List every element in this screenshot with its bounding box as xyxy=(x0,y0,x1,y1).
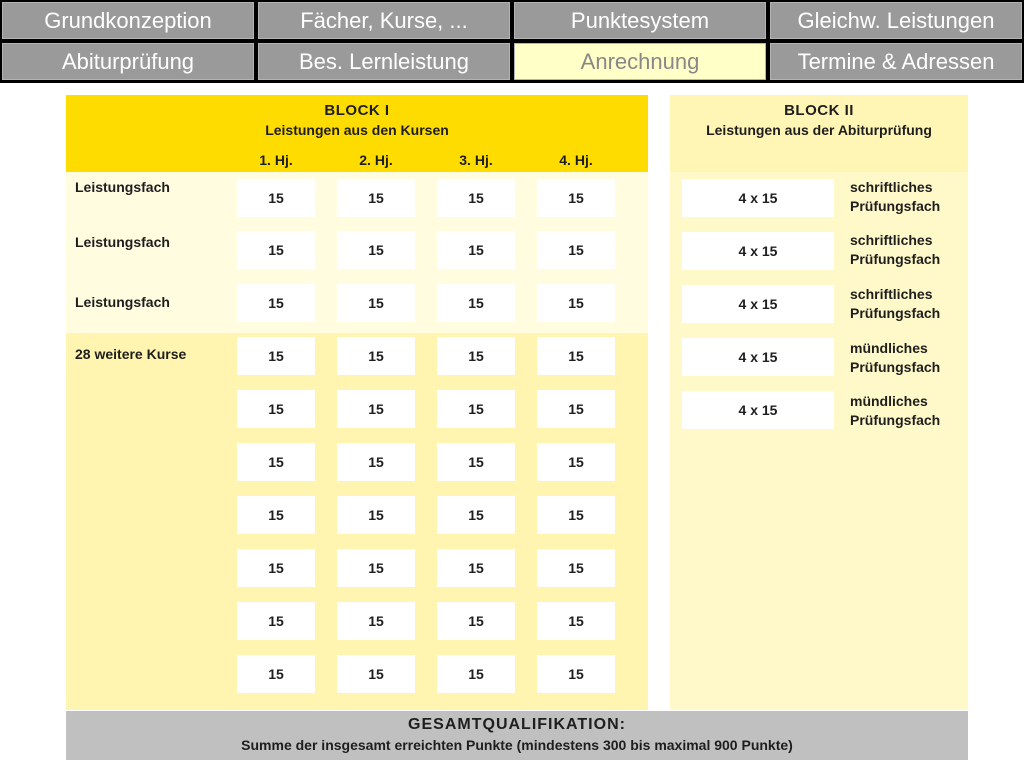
score-cell: 15 xyxy=(437,231,515,269)
score-cell: 15 xyxy=(537,284,615,322)
halfyear-3-header: 3. Hj. xyxy=(459,152,493,168)
score-cell: 15 xyxy=(237,337,315,375)
exam-subject-label: mündliches Prüfungsfach xyxy=(850,393,941,428)
score-cell: 15 xyxy=(437,337,515,375)
exam-score-cell: 4 x 15 xyxy=(682,391,834,429)
score-cell: 15 xyxy=(437,602,515,640)
block-2-subtitle: Leistungen aus der Abiturprüfung xyxy=(706,122,932,138)
tab-faecher-kurse[interactable]: Fächer, Kurse, ... xyxy=(258,2,510,39)
score-cell: 15 xyxy=(337,443,415,481)
score-cell: 15 xyxy=(437,390,515,428)
halfyear-1-header: 1. Hj. xyxy=(259,152,293,168)
score-cell: 15 xyxy=(237,602,315,640)
row-label-weitere-kurse: 28 weitere Kurse xyxy=(75,346,187,362)
score-cell: 15 xyxy=(237,390,315,428)
score-cell: 15 xyxy=(537,443,615,481)
score-cell: 15 xyxy=(537,231,615,269)
score-cell: 15 xyxy=(437,549,515,587)
block-1-title: BLOCK I xyxy=(324,102,390,119)
score-cell: 15 xyxy=(537,655,615,693)
score-cell: 15 xyxy=(337,231,415,269)
row-label-leistungsfach-1: Leistungsfach xyxy=(75,179,170,195)
score-cell: 15 xyxy=(337,496,415,534)
score-cell: 15 xyxy=(537,549,615,587)
exam-subject-label: mündliches Prüfungsfach xyxy=(850,340,941,375)
navigation-bar xyxy=(0,0,1024,83)
score-cell: 15 xyxy=(537,337,615,375)
row-label-leistungsfach-2: Leistungsfach xyxy=(75,234,170,250)
score-cell: 15 xyxy=(237,179,315,217)
block-1-subtitle: Leistungen aus den Kursen xyxy=(265,122,449,138)
total-qualification-description: Summe der insgesamt erreichten Punkte (mindestens 300 bis maximal 900 Punkte) xyxy=(241,737,793,753)
score-cell: 15 xyxy=(337,284,415,322)
tab-anrechnung[interactable]: Anrechnung xyxy=(514,43,766,80)
score-cell: 15 xyxy=(437,284,515,322)
score-cell: 15 xyxy=(237,549,315,587)
score-cell: 15 xyxy=(337,179,415,217)
exam-score-cell: 4 x 15 xyxy=(682,232,834,270)
exam-score-cell: 4 x 15 xyxy=(682,285,834,323)
score-cell: 15 xyxy=(337,549,415,587)
score-cell: 15 xyxy=(237,443,315,481)
score-cell: 15 xyxy=(537,496,615,534)
score-cell: 15 xyxy=(437,655,515,693)
score-cell: 15 xyxy=(537,179,615,217)
tab-bes-lernleistung[interactable]: Bes. Lernleistung xyxy=(258,43,510,80)
score-cell: 15 xyxy=(337,602,415,640)
exam-subject-label: schriftliches Prüfungsfach xyxy=(850,286,941,321)
score-cell: 15 xyxy=(537,390,615,428)
exam-subject-label: schriftliches Prüfungsfach xyxy=(850,179,941,214)
halfyear-4-header: 4. Hj. xyxy=(559,152,593,168)
tab-abiturpruefung[interactable]: Abiturprüfung xyxy=(2,43,254,80)
score-cell: 15 xyxy=(237,231,315,269)
exam-subject-label: schriftliches Prüfungsfach xyxy=(850,232,941,267)
tab-gleichw-leistungen[interactable]: Gleichw. Leistungen xyxy=(770,2,1022,39)
score-cell: 15 xyxy=(537,602,615,640)
tab-punktesystem[interactable]: Punktesystem xyxy=(514,2,766,39)
score-cell: 15 xyxy=(337,337,415,375)
tab-grundkonzeption[interactable]: Grundkonzeption xyxy=(2,2,254,39)
row-label-leistungsfach-3: Leistungsfach xyxy=(75,294,170,310)
halfyear-2-header: 2. Hj. xyxy=(359,152,393,168)
block-2-title: BLOCK II xyxy=(784,102,854,119)
exam-score-cell: 4 x 15 xyxy=(682,338,834,376)
score-cell: 15 xyxy=(337,655,415,693)
score-cell: 15 xyxy=(437,179,515,217)
tab-termine-adressen[interactable]: Termine & Adressen xyxy=(770,43,1022,80)
total-qualification-title: GESAMTQUALIFIKATION: xyxy=(408,716,626,733)
score-cell: 15 xyxy=(237,655,315,693)
score-cell: 15 xyxy=(437,496,515,534)
score-cell: 15 xyxy=(237,284,315,322)
score-cell: 15 xyxy=(237,496,315,534)
exam-score-cell: 4 x 15 xyxy=(682,179,834,217)
score-cell: 15 xyxy=(337,390,415,428)
score-cell: 15 xyxy=(437,443,515,481)
